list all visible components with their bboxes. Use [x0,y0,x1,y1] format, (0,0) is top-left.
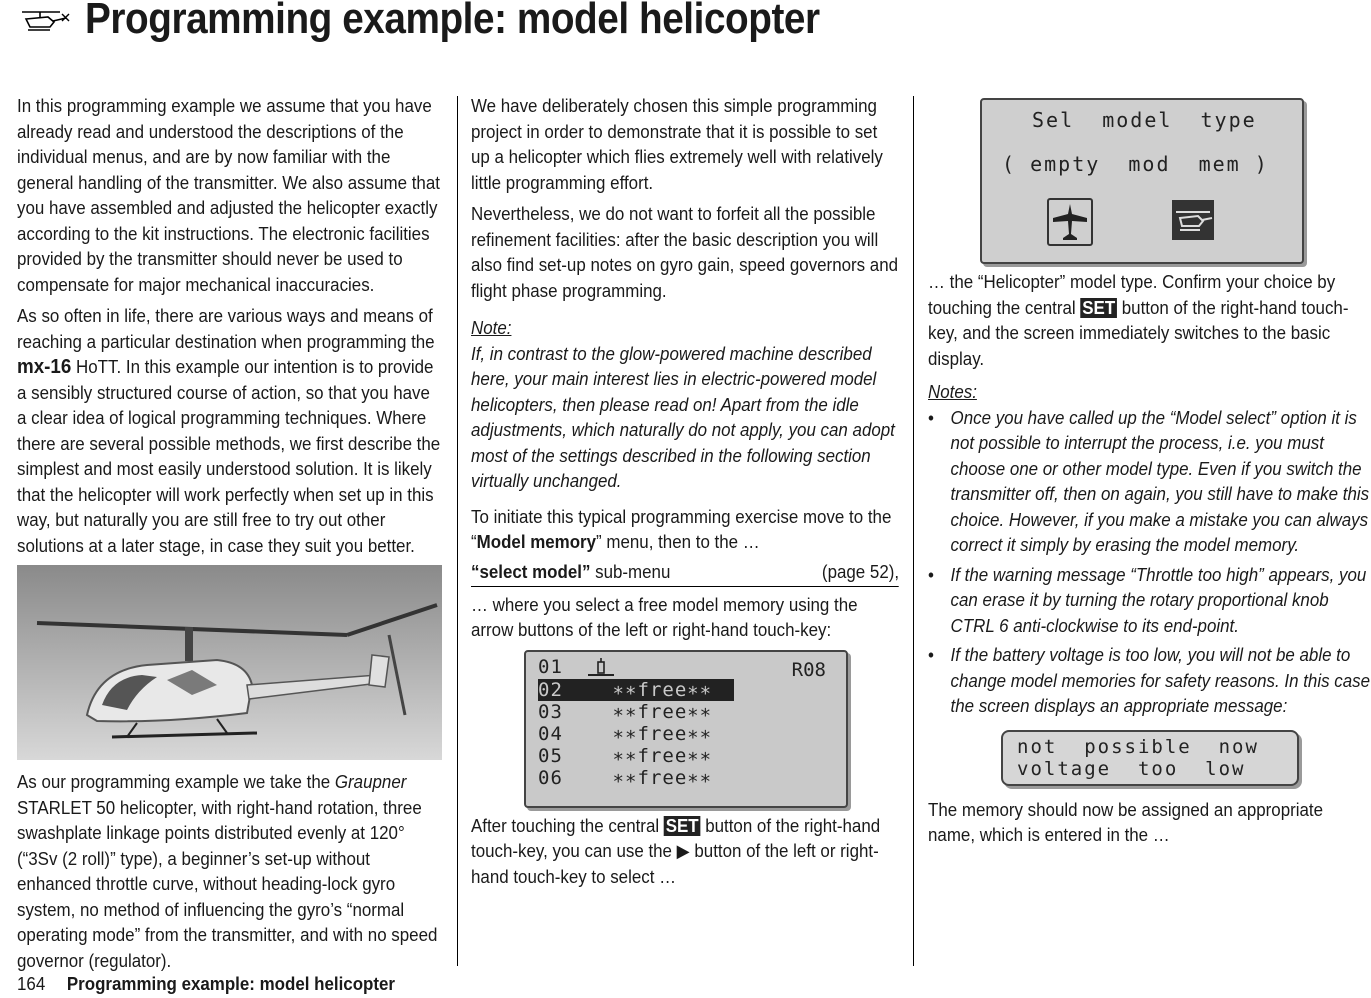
paragraph: … where you select a free model memory using the arrow buttons of the left or right-hand touch-key: [471,594,858,640]
paragraph: Nevertheless, we do not want to forfeit all the possible refinement facilities: after the basic description you will also find set-up notes on gyro gain, speed governors and flight phase programming. [471,204,899,301]
approach-paragraph: As so often in life, there are various ways and means of reaching a particular destination when programming the mx-16 HoTT. In this example our intention is to provide a sensibly structured course of action, so that you have a clear idea of logical programming techniques. Where there are several possible methods, we first describe the simplest and most easily understood solution. It is likely that the helicopter will work perfectly when set up in this way, but naturally you are still free to try out other solutions at a later stage, in case they suit you better. [17,306,441,556]
column-right [928,94,1371,855]
footer-title: Programming example: model helicopter [66,974,396,994]
display-title: Sel model type [1032,108,1257,132]
memory-row: 01 [538,655,563,678]
warning-line: voltage too low [1017,757,1246,780]
submenu-reference: “select model” sub-menu (page 52), [471,560,899,587]
page-footer [17,974,395,995]
column-divider [913,96,914,966]
memory-row[interactable]: 05 ∗∗free∗∗ [538,744,713,767]
warning-display [1001,730,1299,786]
memory-row[interactable]: 04 ∗∗free∗∗ [538,722,713,745]
model-select-display [524,650,848,808]
memory-row[interactable]: 03 ∗∗free∗∗ [538,700,713,723]
page-title: Programming example: model helicopter [85,0,820,43]
right-arrow-icon: ▶ [676,841,690,861]
page-number: 164 [17,974,46,994]
submenu-name: “select model” [471,561,591,582]
transmitter-model: mx-16 [17,356,72,378]
paragraph: … the “Helicopter” model type. Confirm your choice by touching the central SET button of the right-hand touch-key, and the screen immediately switches to the basic display. [928,272,1349,369]
list-item: • If the warning message “Throttle too high” appears, you can erase it by turning the rotary proportional knob CTRL 6 anti-clockwise to its end-point. [928,563,1371,640]
warning-line: not possible now [1017,735,1259,758]
column-divider [457,96,458,966]
receiver-label: R08 [791,658,826,681]
intro-paragraph: In this programming example we assume that you have already read and understood the descriptions of the individual menus, and are by now familiar with the general handling of the transmitter. We also assume that you have assembled and adjusted the helicopter exactly according to the kit instructions. The electronic facilities provided by the transmitter should never be used to compensate for major mechanical inaccuracies. [17,96,440,295]
helicopter-icon [20,6,70,41]
memory-row-selected[interactable]: 02 ∗∗free∗∗ [538,679,734,701]
menu-name: Model memory [476,532,597,552]
model-type-icon [588,658,614,678]
note-heading: Note: [471,318,512,338]
helicopter-type-icon[interactable] [1172,200,1214,240]
set-key: SET [665,815,699,836]
list-item: • Once you have called up the “Model select” option it is not possible to interrupt the process, i.e. you must choose one or other model type. Even if you switch the transmitter off, then on again, you still have to make this choice. However, if you make a mistake you can always correct it simply by erasing the model memory. [928,406,1371,559]
model-type-display [980,98,1304,264]
list-item: • If the battery voltage is too low, you will not be able to change model memories for safety reasons. In this case the screen displays an appropriate message: [928,643,1371,720]
column-middle [471,94,899,896]
column-left [17,94,442,980]
page-header [0,0,1371,60]
display-status: ( empty mod mem ) [1002,152,1269,176]
note-body: If, in contrast to the glow-powered machine described here, your main interest lies in electric-powered model helicopters, then please read on! Apart from the idle adjustments, which naturally do not apply, you can adopt most of the settings described in the following section virtually unchanged. [471,343,895,491]
model-paragraph: As our programming example we take the Graupner STARLET 50 helicopter, with right-hand rotation, three swashplate linkage points distributed evenly at 120° (“3Sv (2 roll)” type), a beginner’s set-up without enhanced throttle curve, without heading-lock gyro system, no method of influencing the gyro’s “normal operating mode” from the transmitter, and with no speed governor (regulator). [17,772,438,971]
memory-row[interactable]: 06 ∗∗free∗∗ [538,766,713,789]
page-reference: (page 52), [821,561,900,582]
brand-name: Graupner [334,772,407,792]
paragraph: To initiate this typical programming exercise move to the “Model memory” menu, then to the … [471,506,892,552]
set-key: SET [1082,297,1116,318]
paragraph: After touching the central SET button of the right-hand touch-key, you can use the ▶ button of the left or right-hand touch-key to select … [471,815,881,887]
paragraph: We have deliberately chosen this simple programming project in order to demonstrate that it is possible to set up a helicopter which flies extremely well with relatively little programming effort. [471,96,883,193]
notes-list [928,406,1371,720]
airplane-type-icon[interactable] [1047,198,1093,246]
paragraph: The memory should now be assigned an appropriate name, which is entered in the … [928,799,1324,845]
notes-heading: Notes: [928,382,977,402]
helicopter-photo [17,565,442,760]
